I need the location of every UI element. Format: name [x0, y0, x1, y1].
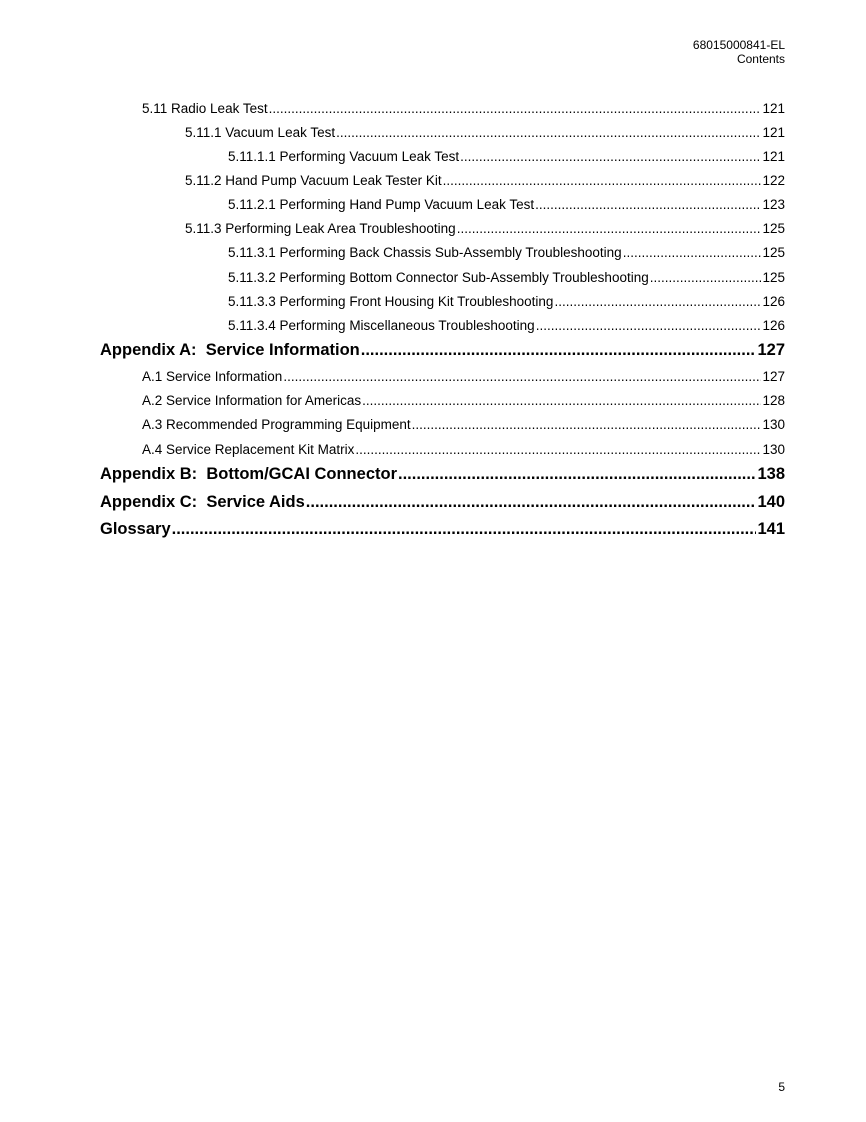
toc-entry-5-11-3-4[interactable] [228, 318, 785, 333]
toc-entry-label: Glossary [100, 520, 171, 538]
toc-entry-label: A.3 Recommended Programming Equipment [142, 417, 411, 432]
toc-entry-5-11-2[interactable] [185, 173, 785, 188]
toc-page-number: 125 [762, 270, 785, 285]
toc-entry-a-1[interactable] [142, 369, 785, 384]
toc-page-number: 141 [757, 520, 785, 538]
toc-page-number: 140 [757, 493, 785, 511]
toc-entry-a-3[interactable] [142, 417, 785, 432]
toc-entry-label: 5.11.3.4 Performing Miscellaneous Troubleshooting [228, 318, 535, 333]
toc-page-number: 138 [757, 465, 785, 483]
toc-entry-5-11-2-1[interactable] [228, 197, 785, 212]
toc-entry-5-11-3-2[interactable] [228, 270, 785, 285]
toc-page-number: 122 [762, 173, 785, 188]
toc-entry-glossary[interactable] [100, 520, 785, 539]
toc-entry-label: A.2 Service Information for Americas [142, 393, 362, 408]
dot-leader [172, 520, 757, 539]
toc-entry-label: 5.11.2 Hand Pump Vacuum Leak Tester Kit [185, 173, 442, 188]
toc-entry-label: 5.11.3.1 Performing Back Chassis Sub-Assembly Troubleshooting [228, 245, 622, 260]
toc-entry-5-11-3-3[interactable] [228, 294, 785, 309]
dot-leader [412, 417, 762, 432]
page-header [693, 38, 785, 66]
toc-entry-label: 5.11.1 Vacuum Leak Test [185, 125, 336, 140]
toc-page-number: 121 [762, 101, 785, 116]
toc-entry-label: 5.11 Radio Leak Test [142, 101, 268, 116]
dot-leader [355, 442, 761, 457]
toc-entry-label: A.1 Service Information [142, 369, 283, 384]
toc-entry-label: 5.11.1.1 Performing Vacuum Leak Test [228, 149, 460, 164]
dot-leader [554, 294, 761, 309]
toc-page-number: 121 [762, 149, 785, 164]
toc-page-number: 125 [762, 221, 785, 236]
toc-page-number: 127 [762, 369, 785, 384]
toc-entry-a-2[interactable] [142, 393, 785, 408]
dot-leader [283, 369, 761, 384]
dot-leader [306, 493, 757, 512]
toc-page-number: 126 [762, 318, 785, 333]
toc-entry-label: 5.11.3.3 Performing Front Housing Kit Troubleshooting [228, 294, 554, 309]
toc-entry-5-11[interactable] [142, 101, 785, 116]
dot-leader [535, 197, 761, 212]
toc-entry-5-11-3-1[interactable] [228, 245, 785, 260]
dot-leader [457, 221, 762, 236]
toc-page-number: 128 [762, 393, 785, 408]
dot-leader [336, 125, 761, 140]
dot-leader [536, 318, 762, 333]
toc-entry-appendix-a[interactable] [100, 341, 785, 360]
dot-leader [269, 101, 762, 116]
toc-entry-label: 5.11.3.2 Performing Bottom Connector Sub-Assembly Troubleshooting [228, 270, 649, 285]
toc-page-number: 127 [757, 341, 785, 359]
toc-entry-a-4[interactable] [142, 442, 785, 457]
toc-page-number: 121 [762, 125, 785, 140]
page-number: 5 [778, 1080, 785, 1094]
toc-page-number: 125 [762, 245, 785, 260]
dot-leader [398, 465, 756, 484]
dot-leader [361, 341, 757, 360]
toc-entry-label: Appendix C: Service Aids [100, 493, 305, 511]
toc-entry-label: Appendix A: Service Information [100, 341, 360, 359]
document-number: 68015000841-EL [692, 38, 785, 52]
toc-entry-label: Appendix B: Bottom/GCAI Connector [100, 465, 397, 483]
dot-leader [460, 149, 761, 164]
toc-page-number: 130 [762, 442, 785, 457]
dot-leader [362, 393, 761, 408]
dot-leader [650, 270, 762, 285]
toc-entry-appendix-c[interactable] [100, 493, 785, 512]
toc-entry-label: 5.11.2.1 Performing Hand Pump Vacuum Leak Test [228, 197, 535, 212]
dot-leader [443, 173, 762, 188]
dot-leader [623, 245, 762, 260]
toc-page-number: 123 [762, 197, 785, 212]
toc-page-number: 126 [762, 294, 785, 309]
toc-entry-5-11-1-1[interactable] [228, 149, 785, 164]
toc-entry-5-11-3[interactable] [185, 221, 785, 236]
toc-page-number: 130 [762, 417, 785, 432]
toc-entry-appendix-b[interactable] [100, 465, 785, 484]
toc-entry-label: A.4 Service Replacement Kit Matrix [142, 442, 355, 457]
toc-entry-5-11-1[interactable] [185, 125, 785, 140]
toc-entry-label: 5.11.3 Performing Leak Area Troubleshooting [185, 221, 456, 236]
section-name: Contents [736, 52, 785, 66]
